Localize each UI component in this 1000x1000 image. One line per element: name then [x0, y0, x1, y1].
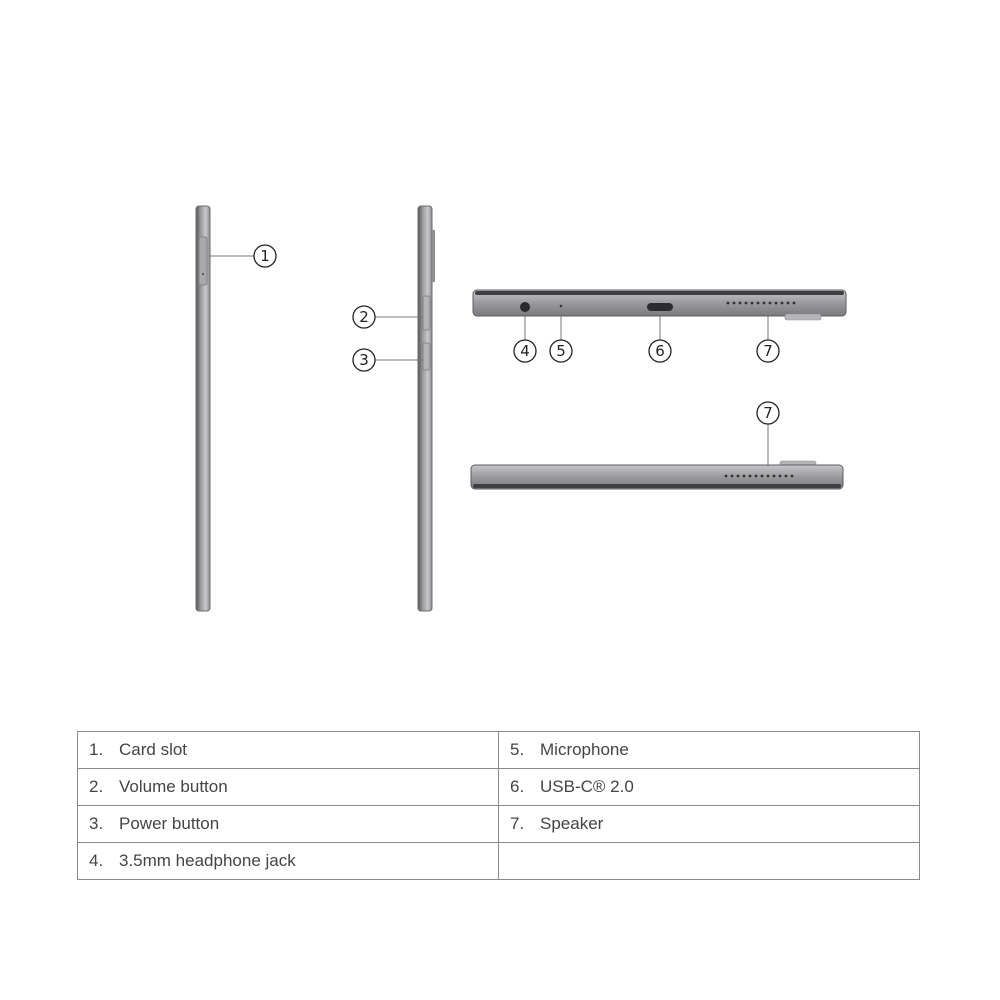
legend-label: 3.5mm headphone jack	[119, 851, 296, 870]
legend-label: USB-C® 2.0	[540, 777, 634, 796]
callout-3	[353, 349, 375, 371]
left-side-view	[196, 206, 210, 611]
legend-label: Card slot	[119, 740, 188, 759]
callout-4-number: 4	[520, 342, 530, 360]
callout-7-number: 7	[763, 342, 773, 360]
legend-label: Volume button	[119, 777, 228, 796]
legend-row	[78, 769, 920, 806]
legend-number: 4.	[89, 851, 104, 870]
callout-2-number: 2	[359, 308, 369, 326]
legend-row	[78, 806, 920, 843]
legend-number: 5.	[510, 740, 525, 759]
legend-cell	[499, 806, 920, 843]
usb-c-port	[647, 303, 673, 311]
callout-6-number: 6	[655, 342, 665, 360]
headphone-jack	[520, 302, 530, 312]
legend-cell	[78, 732, 499, 769]
legend-cell	[78, 769, 499, 806]
legend-cell	[499, 843, 920, 880]
callout-4	[514, 340, 536, 362]
legend-cell	[78, 806, 499, 843]
callout-5-number: 5	[556, 342, 566, 360]
legend-table	[77, 731, 920, 880]
callout-7-top-number: 7	[763, 404, 773, 422]
callout-6	[649, 340, 671, 362]
legend-label: Microphone	[540, 740, 629, 759]
legend-cell	[78, 843, 499, 880]
callout-5	[550, 340, 572, 362]
legend-cell	[499, 732, 920, 769]
legend-number: 7.	[510, 814, 525, 833]
legend-cell	[499, 769, 920, 806]
legend-label: Power button	[119, 814, 220, 833]
power-button	[423, 343, 430, 370]
volume-button	[423, 296, 430, 330]
legend-number: 2.	[89, 777, 104, 796]
legend-label: Speaker	[540, 814, 604, 833]
legend-number: 1.	[89, 740, 104, 759]
callout-1-number: 1	[260, 247, 270, 265]
callout-2	[353, 306, 375, 328]
microphone-hole	[560, 305, 563, 308]
card-slot	[199, 237, 207, 285]
legend-number: 6.	[510, 777, 525, 796]
callout-3-number: 3	[359, 351, 369, 369]
leader-lines	[210, 256, 768, 466]
callout-7-top	[757, 402, 779, 424]
legend-row	[78, 732, 920, 769]
callout-7-bottom	[757, 340, 779, 362]
legend-row	[78, 843, 920, 880]
right-side-view	[418, 206, 435, 611]
top-edge-view	[471, 461, 843, 489]
legend-number: 3.	[89, 814, 104, 833]
bottom-edge-view	[473, 290, 846, 320]
callout-1	[254, 245, 276, 267]
